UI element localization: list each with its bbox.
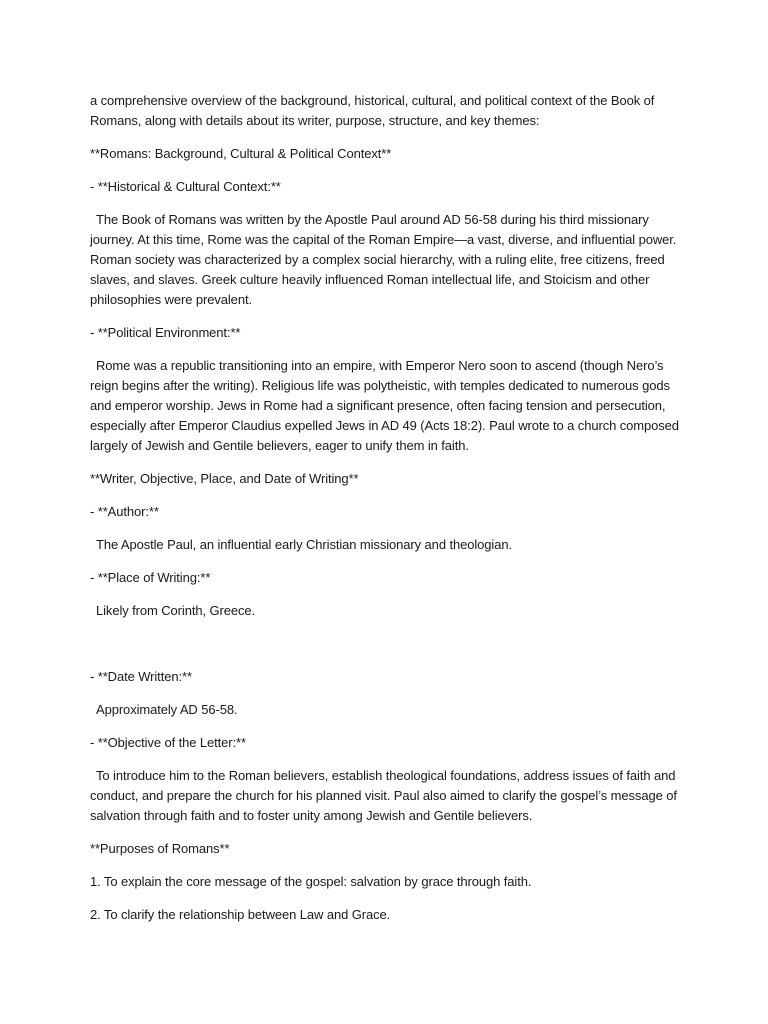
heading-context: **Romans: Background, Cultural & Political Context** (90, 146, 392, 161)
heading-writer: **Writer, Objective, Place, and Date of Writing** (90, 471, 359, 486)
purpose-item-2: 2. To clarify the relationship between Law and Grace. (90, 907, 391, 922)
paragraph-author: The Apostle Paul, an influential early Christian missionary and theologian. (96, 537, 512, 552)
paragraph-place: Likely from Corinth, Greece. (96, 603, 256, 618)
purpose-item-1: 1. To explain the core message of the gospel: salvation by grace through faith. (90, 874, 532, 889)
subheading-political: - **Political Environment:** (90, 325, 241, 340)
subheading-date: - **Date Written:** (90, 669, 192, 684)
document-body (90, 91, 686, 938)
subheading-objective: - **Objective of the Letter:** (90, 735, 246, 750)
paragraph-objective: To introduce him to the Roman believers, establish theological foundations, address issues of faith and conduct, and prepare the church for his planned visit. Paul also aimed to clarify the gospel’s message of salvation through faith and to foster unity among Jewish and Gentile believers. (90, 768, 681, 823)
subheading-author: - **Author:** (90, 504, 159, 519)
subheading-place: - **Place of Writing:** (90, 570, 211, 585)
heading-purposes: **Purposes of Romans** (90, 841, 230, 856)
paragraph-political: Rome was a republic transitioning into an empire, with Emperor Nero soon to ascend (though Nero’s reign begins after the writing). Religious life was polytheistic, with temples dedicated to numerous gods and emperor worship. Jews in Rome had a significant presence, often facing tension and persecution, especially after Emperor Claudius expelled Jews in AD 49 (Acts 18:2). Paul wrote to a church composed largely of Jewish and Gentile believers, eager to unify them in faith. (90, 358, 683, 453)
paragraph-date: Approximately AD 56-58. (96, 702, 238, 717)
intro-paragraph: a comprehensive overview of the background, historical, cultural, and political context of the Book of Romans, along with details about its writer, purpose, structure, and key themes: (90, 93, 658, 128)
paragraph-historical: The Book of Romans was written by the Apostle Paul around AD 56-58 during his third missionary journey. At this time, Rome was the capital of the Roman Empire—a vast, diverse, and influential power. Roman society was characterized by a complex social hierarchy, with a ruling elite, free citizens, freed slaves, and slaves. Greek culture heavily influenced Roman intellectual life, and Stoicism and other philosophies were prevalent. (90, 212, 680, 307)
blank-line (90, 634, 686, 667)
subheading-historical: - **Historical & Cultural Context:** (90, 179, 281, 194)
